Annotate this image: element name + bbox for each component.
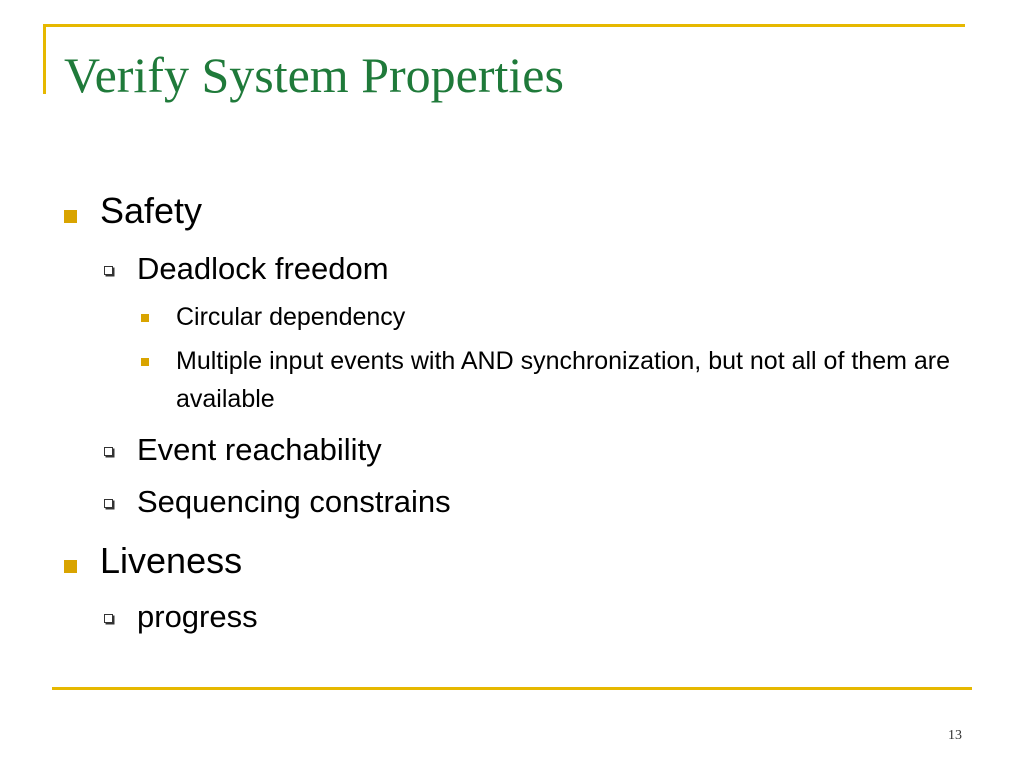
bullet-sequencing-constrains-label: Sequencing constrains (137, 484, 451, 519)
square-bullet-icon (141, 358, 149, 366)
hollow-square-bullet-icon (104, 266, 113, 275)
slide-title: Verify System Properties (64, 47, 564, 103)
bullet-circular-dependency-label: Circular dependency (176, 303, 406, 331)
bullet-safety-label: Safety (100, 190, 203, 231)
square-bullet-icon (64, 560, 77, 573)
bullet-deadlock-freedom-label: Deadlock freedom (137, 251, 389, 286)
square-bullet-icon (64, 210, 77, 223)
page-number: 13 (948, 728, 962, 743)
hollow-square-bullet-icon (104, 614, 113, 623)
hollow-square-bullet-icon (104, 499, 113, 508)
bullet-liveness-label: Liveness (100, 540, 243, 581)
bullet-event-reachability-label: Event reachability (137, 432, 382, 467)
square-bullet-icon (141, 314, 149, 322)
bullet-progress-label: progress (137, 599, 258, 634)
footer-rule (52, 687, 972, 690)
bullet-multiple-input-events-label: Multiple input events with AND synchronization, but not all of them are available (176, 347, 951, 413)
hollow-square-bullet-icon (104, 447, 113, 456)
